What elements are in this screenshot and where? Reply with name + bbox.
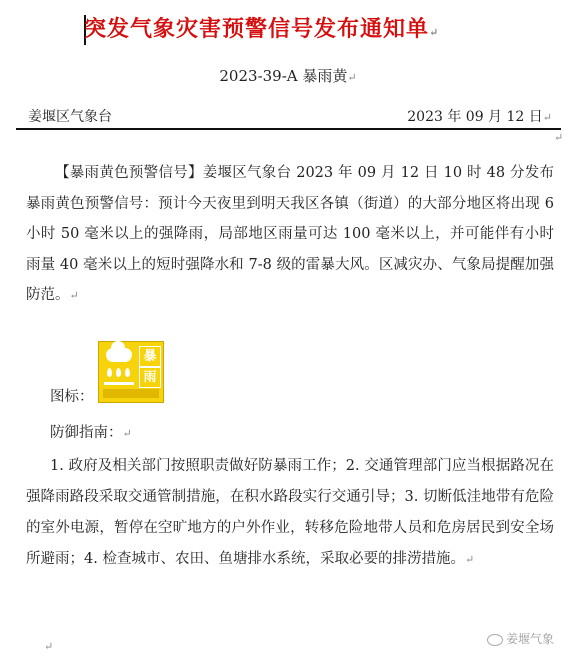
paragraph-mark: ↵	[554, 131, 564, 144]
rain-drop	[116, 368, 121, 377]
rain-drop	[125, 368, 130, 377]
paragraph-mark: ↵	[542, 111, 552, 124]
cloud-shape	[106, 348, 132, 362]
icon-char-2: 雨	[139, 367, 161, 388]
paragraph-mark: ↵	[122, 427, 132, 440]
icon-char-1: 暴	[139, 346, 161, 367]
document-title: 突发气象灾害预警信号发布通知单↵	[84, 16, 440, 42]
guide-paragraph: 1. 政府及相关部门按照职责做好防暴雨工作；2. 交通管理部门应当根据路况在强降雨路段采取交通管制措施，在积水路段实行交通引导；3. 切断低洼地带有危险的室外电源，暂停在空旷地方的户外作业，转移危险地带人员和危房居民到安全场所避雨；4. 检查城市、农田、鱼塘排水系统，采取必要的排涝措施。↵	[26, 458, 554, 567]
paragraph-mark: ↵	[429, 26, 440, 39]
icon-label: 图标：	[50, 389, 94, 405]
paragraph-mark: ↵	[464, 553, 475, 566]
icon-footer-bar	[103, 389, 159, 398]
issuer: 姜堰区气象台	[28, 109, 112, 125]
header-rule	[16, 128, 561, 130]
alert-paragraph: 【暴雨黄色预警信号】姜堰区气象台 2023 年 09 月 12 日 10 时 48 分发布暴雨黄色预警信号：预计今天夜里到明天我区各镇（街道）的大部分地区将出现 6 小时 50 毫米以上的强降雨，局部地区雨量可达 100 毫米以上，并可能伴有小时雨量 40 毫米以上的短时强降水和 7-8 级的雷暴大风。区减灾办、气象局提醒加强防范。↵	[26, 165, 554, 303]
rain-drop	[107, 368, 112, 377]
weibo-icon	[487, 634, 503, 646]
weibo-watermark	[487, 630, 554, 647]
paragraph-mark: ↵	[347, 71, 357, 84]
watermark-text: 姜堰气象	[506, 632, 555, 646]
water-line	[104, 382, 134, 385]
paragraph-mark: ↵	[69, 289, 79, 302]
document-number: 2023-39-A 暴雨黄↵	[219, 67, 357, 85]
issue-date: 2023 年 09 月 12 日↵	[407, 109, 552, 125]
paragraph-mark: ↵	[44, 640, 54, 653]
guide-label: 防御指南：↵	[50, 425, 132, 441]
rainstorm-yellow-warning-icon	[98, 341, 164, 403]
